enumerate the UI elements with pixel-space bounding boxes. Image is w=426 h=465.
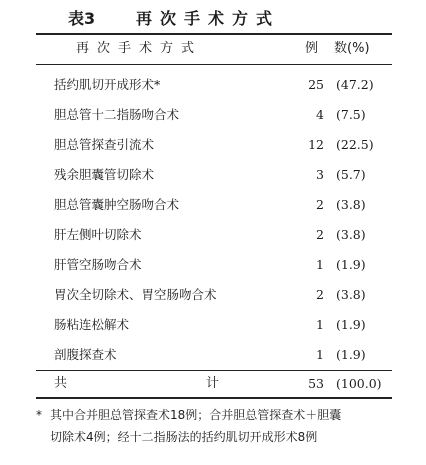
row-count: 12 — [308, 137, 324, 152]
row-count: 25 — [308, 77, 324, 92]
top-rule — [36, 33, 392, 35]
row-percent: (5.7) — [336, 167, 366, 182]
header-cases-b: 数(%) — [334, 41, 370, 56]
row-method: 括约肌切开成形术* — [54, 77, 161, 92]
total-count: 53 — [308, 376, 324, 391]
table-title: 再次手术方式 — [136, 9, 281, 28]
row-method: 胃次全切除术、胃空肠吻合术 — [54, 287, 217, 302]
footnote-text-1: 其中合并胆总管探查术18例；合并胆总管探查术＋胆囊 — [50, 408, 342, 422]
footnote — [36, 404, 416, 448]
row-count: 2 — [316, 287, 324, 302]
header-cases-a: 例 — [305, 41, 319, 56]
footnote-marker: * — [36, 408, 42, 422]
table-row — [36, 70, 392, 100]
footnote-line-2: 切除术4例；经十二指肠法的括约肌切开成形术8例 — [50, 430, 318, 444]
row-method: 胆总管探查引流术 — [54, 137, 155, 152]
row-count: 3 — [316, 167, 324, 182]
row-method: 残余胆囊管切除术 — [54, 167, 155, 182]
table-row — [36, 130, 392, 160]
footnote-line-1 — [36, 404, 416, 426]
total-label-a: 共 — [54, 376, 68, 391]
row-percent: (1.9) — [336, 317, 366, 332]
row-percent: (3.8) — [336, 287, 366, 302]
table-row — [36, 190, 392, 220]
total-row — [36, 371, 392, 397]
row-percent: (1.9) — [336, 257, 366, 272]
table-row — [36, 280, 392, 310]
table-number: 表3 — [68, 9, 96, 28]
row-count: 4 — [316, 107, 324, 122]
header-method: 再次手术方式 — [76, 41, 203, 56]
row-method: 胆总管囊肿空肠吻合术 — [54, 197, 180, 212]
bottom-rule — [36, 397, 392, 399]
table-row — [36, 100, 392, 130]
header-rule — [36, 64, 392, 65]
header-cases — [305, 36, 370, 62]
row-count: 1 — [316, 257, 324, 272]
table-row — [36, 250, 392, 280]
row-count: 2 — [316, 227, 324, 242]
row-percent: (3.8) — [336, 227, 366, 242]
total-label-b: 计 — [206, 376, 220, 391]
row-percent: (47.2) — [336, 77, 374, 92]
table-row — [36, 340, 392, 370]
table-row — [36, 310, 392, 340]
row-percent: (1.9) — [336, 347, 366, 362]
row-method: 胆总管十二指肠吻合术 — [54, 107, 180, 122]
table-caption — [68, 8, 280, 30]
total-percent: (100.0) — [336, 376, 382, 391]
row-method: 肝左侧叶切除术 — [54, 227, 142, 242]
row-percent: (22.5) — [336, 137, 374, 152]
row-count: 2 — [316, 197, 324, 212]
row-count: 1 — [316, 347, 324, 362]
row-percent: (3.8) — [336, 197, 366, 212]
row-method: 肠粘连松解术 — [54, 317, 130, 332]
table-row — [36, 160, 392, 190]
row-percent: (7.5) — [336, 107, 366, 122]
row-method: 肝管空肠吻合术 — [54, 257, 142, 272]
row-count: 1 — [316, 317, 324, 332]
table-row — [36, 220, 392, 250]
row-method: 剖腹探查术 — [54, 347, 117, 362]
